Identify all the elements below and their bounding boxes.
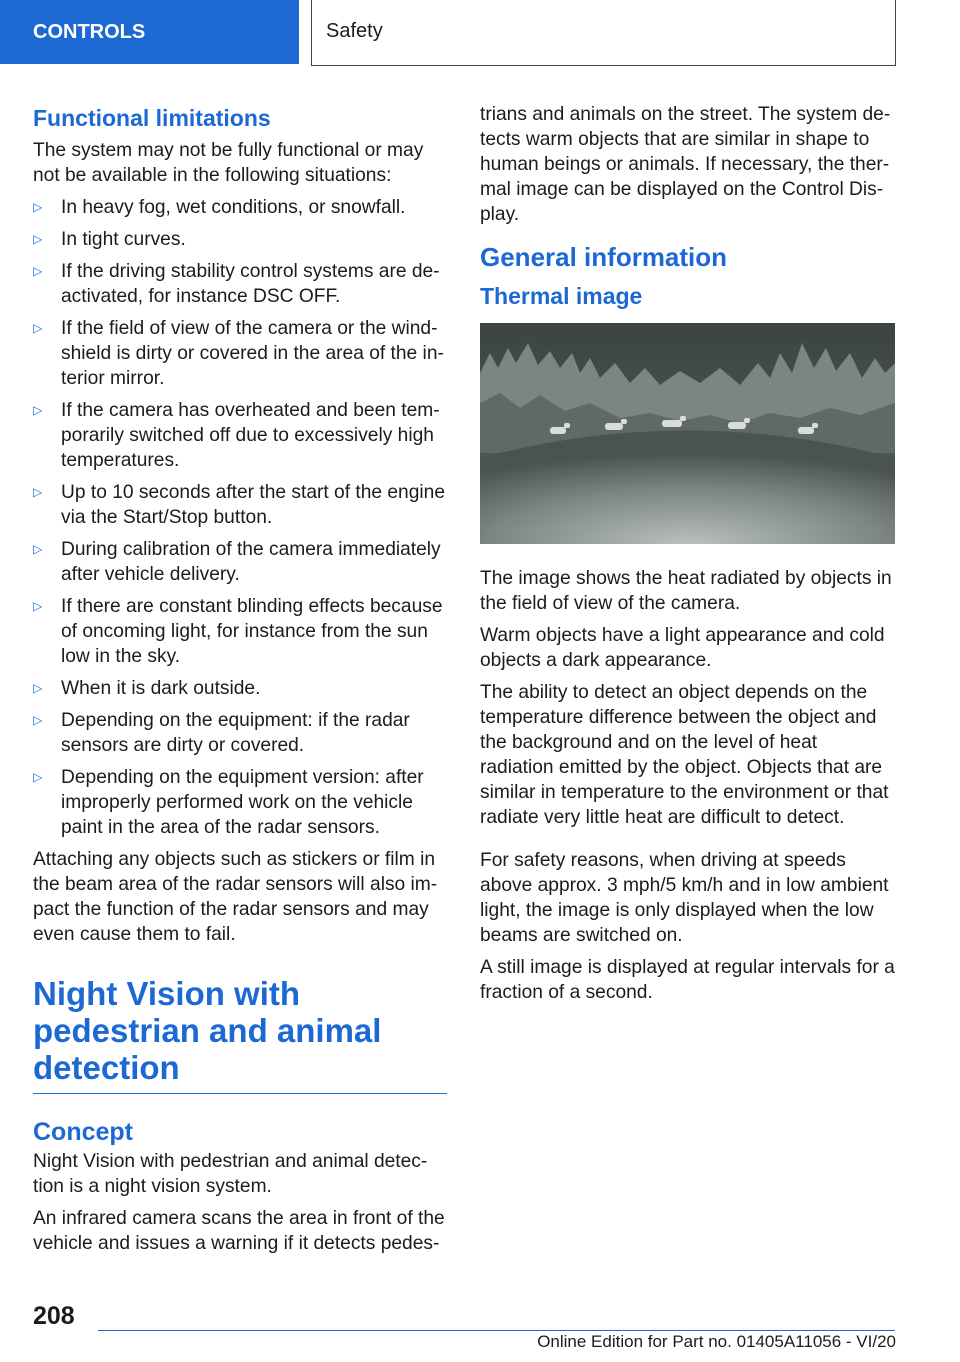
triangle-right-icon: ▷: [33, 485, 43, 499]
triangle-right-icon: ▷: [33, 321, 43, 335]
left-column: [33, 100, 447, 1263]
list-item: ▷ Depending on the equipment: if the radar sensors are dirty or covered.: [33, 710, 410, 756]
chapter-label: Safety: [326, 20, 383, 42]
triangle-right-icon: ▷: [33, 770, 43, 784]
thermal-image-illustration: [480, 323, 895, 544]
list-item: ▷ In heavy fog, wet conditions, or snowfall.: [33, 197, 406, 218]
triangle-right-icon: ▷: [33, 232, 43, 246]
list-item: ▷ If the driving stability control systems are de‐activated, for instance DSC OFF.: [33, 261, 440, 307]
concept-paragraph-1: Night Vision with pedestrian and animal detec‐tion is a night vision system.: [33, 1151, 428, 1197]
heading-concept: Concept: [33, 1118, 133, 1146]
list-item: ▷ If the camera has overheated and been tem‐porarily switched off due to excessively high temperatures.: [33, 400, 440, 471]
list-item: ▷ If the field of view of the camera or the wind‐shield is dirty or covered in the area of the in‐terior mirror.: [33, 318, 444, 389]
thermal-image-svg: [480, 323, 895, 544]
list-item: ▷ If there are constant blinding effects because of oncoming light, for instance from the sun low in the sky.: [33, 596, 443, 667]
triangle-right-icon: ▷: [33, 599, 43, 613]
list-item: ▷ In tight curves.: [33, 229, 186, 250]
chapter-tab-safety: [311, 0, 896, 66]
limitations-intro: The system may not be fully functional or may not be available in the following situations:: [33, 140, 424, 186]
triangle-right-icon: ▷: [33, 200, 43, 214]
thermal-paragraph-4: For safety reasons, when driving at speeds above approx. 3 mph/5 km/h and in low ambient light, the image is only displayed when the low beams are switched on.: [480, 850, 889, 946]
heading-general-information: General information: [480, 242, 728, 272]
heading-functional-limitations: Functional limitations: [33, 105, 271, 131]
footer-divider: [98, 1330, 895, 1331]
concept-continued: trians and animals on the street. The system de‐tects warm objects that are similar in shape to human beings or animals. If necessary, the ther‐mal image can be displayed on the Control Dis‐play.: [480, 104, 891, 225]
list-item: ▷ Depending on the equipment version: after improperly performed work on the vehicle paint in the area of the radar sensors.: [33, 767, 424, 838]
triangle-right-icon: ▷: [33, 713, 43, 727]
list-item: ▷ When it is dark outside.: [33, 678, 261, 699]
list-item: ▷ During calibration of the camera immediately after vehicle delivery.: [33, 539, 441, 585]
triangle-right-icon: ▷: [33, 681, 43, 695]
thermal-paragraph-3: The ability to detect an object depends on the temperature difference between the object and the background and on the level of heat radiation emitted by the object. Objects that are similar in temperature to the environment or that radiate very little heat are difficult to detect.: [480, 682, 889, 828]
attaching-objects-note: Attaching any objects such as stickers or film in the beam area of the radar sensors will also im‐pact the function of the radar sensors and may even cause them to fail.: [33, 849, 438, 945]
thermal-paragraph-2: Warm objects have a light appearance and cold objects a dark appearance.: [480, 625, 885, 671]
heading-night-vision: Night Vision with pedestrian and animal detection: [33, 975, 447, 1094]
list-item: ▷ Up to 10 seconds after the start of the engine via the Start/Stop button.: [33, 482, 445, 528]
thermal-paragraph-5: A still image is displayed at regular intervals for a fraction of a second.: [480, 957, 895, 1003]
thermal-paragraph-1: The image shows the heat radiated by objects in the field of view of the camera.: [480, 568, 892, 614]
heading-thermal-image: Thermal image: [480, 283, 643, 309]
section-tab-controls: CONTROLS: [0, 0, 299, 64]
triangle-right-icon: ▷: [33, 264, 43, 278]
triangle-right-icon: ▷: [33, 542, 43, 556]
right-column: [480, 102, 895, 1012]
triangle-right-icon: ▷: [33, 403, 43, 417]
page-number: 208: [33, 1302, 75, 1330]
edition-note: Online Edition for Part no. 01405A11056 - VI/20: [537, 1332, 896, 1351]
concept-paragraph-2: An infrared camera scans the area in front of the vehicle and issues a warning if it detects pedes‐: [33, 1208, 445, 1254]
limitations-list: [33, 195, 447, 840]
